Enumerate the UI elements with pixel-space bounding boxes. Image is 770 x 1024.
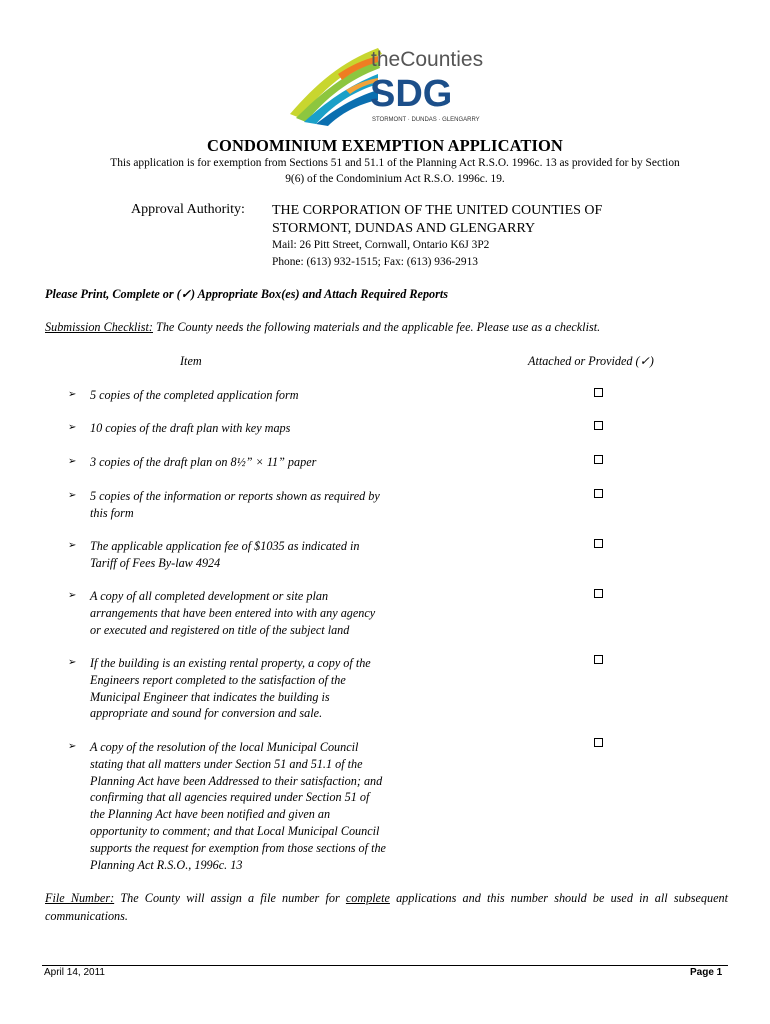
arrow-bullet-icon: ➢ bbox=[68, 389, 77, 400]
logo-tagline-text: STORMONT · DUNDAS · GLENGARRY bbox=[372, 117, 480, 123]
checklist-checkbox[interactable] bbox=[594, 738, 603, 747]
checklist-item-text: A copy of the resolution of the local Municipal Council stating that all matters under Section 51 and 51.1 of the Planning Act have been Addressed to their satisfaction; and confirming that all agencies required under Section 51 of the Planning Act have been notified and given an opportunity to comment; and that Local Municipal Council supports the request for exemption from those sections of the Planning Act R.S.O., 1996c. 13 bbox=[90, 740, 386, 872]
submission-checklist-text: The County needs the following materials and the applicable fee. Please use as a checklist. bbox=[153, 320, 601, 334]
file-number-note bbox=[45, 889, 728, 925]
checklist-checkbox[interactable] bbox=[594, 539, 603, 548]
checklist-checkbox[interactable] bbox=[594, 421, 603, 430]
column-header-attached: Attached or Provided (✓) bbox=[528, 354, 654, 368]
authority-contact bbox=[272, 237, 489, 271]
checklist-checkbox[interactable] bbox=[594, 655, 603, 664]
arrow-bullet-icon: ➢ bbox=[68, 590, 77, 601]
logo-the-counties-text: theCounties bbox=[371, 48, 484, 71]
checklist-item bbox=[68, 739, 448, 873]
checklist-item-text: The applicable application fee of $1035 as indicated in Tariff of Fees By-law 4924 bbox=[90, 539, 360, 570]
logo-sdg-text: SDG bbox=[370, 73, 453, 115]
intro-line-2: 9(6) of the Condominium Act R.S.O. 1996c. 19. bbox=[285, 173, 505, 185]
checklist-item bbox=[68, 488, 448, 522]
authority-org-line-1: THE CORPORATION OF THE UNITED COUNTIES OF bbox=[272, 203, 603, 218]
checklist-checkbox[interactable] bbox=[594, 455, 603, 464]
checklist-item-text: A copy of all completed development or site plan arrangements that have been entered into with any agency or executed and registered on title of the subject land bbox=[90, 589, 376, 637]
checklist-item-text: 10 copies of the draft plan with key maps bbox=[90, 421, 291, 435]
document-title: CONDOMINIUM EXEMPTION APPLICATION bbox=[207, 136, 563, 155]
file-number-text-a: The County will assign a file number for bbox=[114, 891, 346, 905]
submission-checklist-intro bbox=[45, 320, 600, 335]
file-number-text-b: applications and this number should be used in all subsequent communications. bbox=[45, 891, 728, 923]
authority-org-line-2: STORMONT, DUNDAS AND GLENGARRY bbox=[272, 221, 536, 236]
intro-paragraph bbox=[60, 155, 730, 187]
arrow-bullet-icon: ➢ bbox=[68, 741, 77, 752]
arrow-bullet-icon: ➢ bbox=[68, 657, 77, 668]
intro-line-1: This application is for exemption from Sections 51 and 51.1 of the Planning Act R.S.O. 1996c. 13 as provided for by Section bbox=[110, 157, 680, 169]
checklist-item-text: 5 copies of the information or reports shown as required by this form bbox=[90, 489, 380, 520]
file-number-emphasis: complete bbox=[345, 891, 390, 905]
logo-swoosh-mark bbox=[290, 48, 382, 126]
checklist-item bbox=[68, 454, 448, 471]
form-instruction: Please Print, Complete or (✓) Appropriate Box(es) and Attach Required Reports bbox=[45, 287, 449, 301]
arrow-bullet-icon: ➢ bbox=[68, 490, 77, 501]
arrow-bullet-icon: ➢ bbox=[68, 540, 77, 551]
checklist-item-text: 5 copies of the completed application form bbox=[90, 388, 299, 402]
checklist-checkbox[interactable] bbox=[594, 489, 603, 498]
sdg-counties-logo bbox=[286, 44, 486, 126]
arrow-bullet-icon: ➢ bbox=[68, 422, 77, 433]
authority-mail-address: Mail: 26 Pitt Street, Cornwall, Ontario K6J 3P2 bbox=[272, 239, 490, 251]
checklist-item bbox=[68, 420, 448, 437]
checklist-item bbox=[68, 655, 448, 722]
column-header-item: Item bbox=[180, 354, 202, 368]
file-number-label: File Number: bbox=[45, 891, 115, 905]
footer-date: April 14, 2011 bbox=[44, 967, 105, 978]
approval-authority-organization bbox=[272, 202, 602, 238]
checklist-item bbox=[68, 538, 448, 572]
checklist-item-text: 3 copies of the draft plan on 8½” × 11” paper bbox=[90, 455, 317, 469]
checklist-item bbox=[68, 387, 448, 404]
checklist-checkbox[interactable] bbox=[594, 388, 603, 397]
checklist-item bbox=[68, 588, 448, 638]
arrow-bullet-icon: ➢ bbox=[68, 456, 77, 467]
authority-phone-fax: Phone: (613) 932-1515; Fax: (613) 936-2913 bbox=[272, 256, 478, 268]
checklist-checkbox[interactable] bbox=[594, 589, 603, 598]
footer-divider bbox=[42, 965, 728, 966]
approval-authority-label: Approval Authority: bbox=[131, 202, 245, 217]
checklist-item-text: If the building is an existing rental property, a copy of the Engineers report completed to the satisfaction of the Municipal Engineer that indicates the building is appropriate and sound for conversion and sale. bbox=[90, 656, 371, 721]
footer-page-number: Page 1 bbox=[690, 967, 723, 978]
submission-checklist-label: Submission Checklist: bbox=[45, 320, 153, 334]
